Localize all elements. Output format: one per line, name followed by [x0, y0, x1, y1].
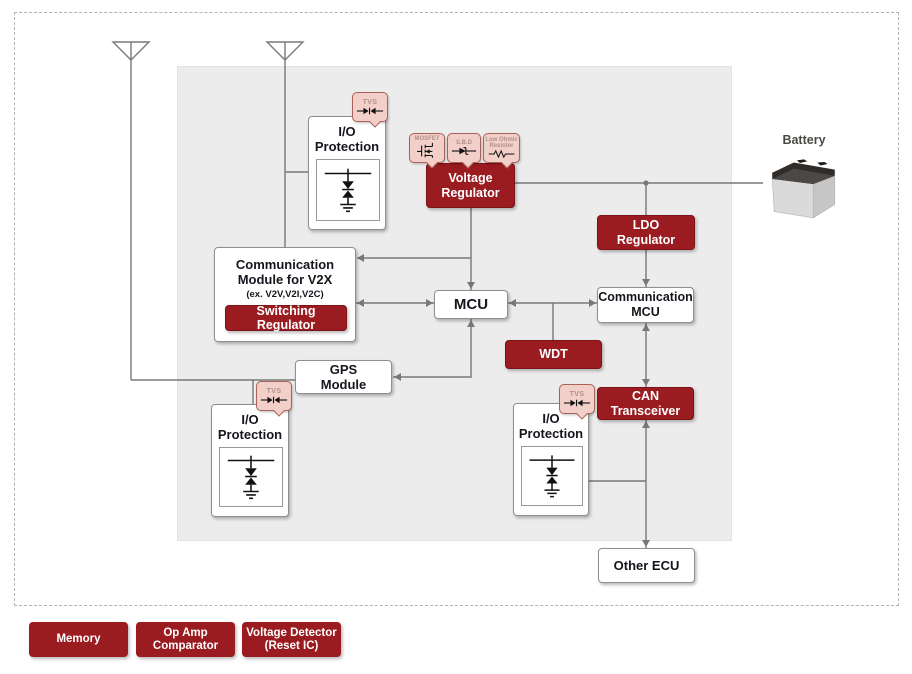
resistor-symbol-icon — [487, 149, 517, 159]
battery-label: Battery — [782, 133, 826, 147]
legend-voltage-detector-block — [242, 622, 341, 657]
communication-mcu-block — [597, 287, 694, 323]
sbd-callout — [447, 133, 481, 163]
io-protection-top-label: I/O Protection — [314, 124, 380, 154]
schottky-diode-symbol-icon — [450, 146, 478, 156]
switching-regulator-label: Switching Regulator — [256, 303, 316, 332]
io-protection-bottom-left-block — [211, 404, 289, 517]
mcu-label: MCU — [453, 296, 489, 313]
communication-module-v2x-block — [214, 247, 356, 342]
low-ohmic-resistor-callout-label: Low Ohmic Resistor — [485, 137, 518, 149]
wdt-label: WDT — [539, 347, 568, 362]
gps-module-block — [295, 360, 392, 394]
switching-regulator-block — [225, 305, 347, 331]
tvs-clamp-to-ground-schematic-icon — [219, 447, 283, 507]
can-transceiver-block — [597, 387, 694, 420]
other-ecu-block — [598, 548, 695, 583]
ldo-regulator-label: LDO Regulator — [616, 218, 676, 247]
tvs-clamp-to-ground-schematic-icon — [316, 159, 380, 221]
tvs-callout-top — [352, 92, 388, 122]
tvs-back-to-back-diode-icon — [260, 395, 288, 405]
legend-memory-block — [29, 622, 128, 657]
voltage-regulator-label: Voltage Regulator — [441, 171, 500, 200]
sbd-callout-label: S.B.D — [455, 140, 472, 146]
io-protection-bottom-left-label: I/O Protection — [217, 412, 283, 442]
gps-module-label: GPS Module — [320, 362, 367, 392]
legend-op-amp-comparator-block — [136, 622, 235, 657]
mcu-block — [434, 290, 508, 319]
tvs-clamp-to-ground-schematic-icon — [521, 446, 583, 506]
other-ecu-label: Other ECU — [613, 558, 680, 573]
io-protection-bottom-mid-block — [513, 403, 589, 516]
tvs-callout-bottom-mid — [559, 384, 595, 414]
low-ohmic-resistor-callout — [483, 133, 520, 163]
legend-op-amp-comparator-label: Op Amp Comparator — [152, 626, 219, 652]
io-protection-bottom-mid-label: I/O Protection — [518, 411, 584, 441]
legend-memory-label: Memory — [56, 633, 101, 645]
communication-mcu-label: Communication MCU — [598, 290, 693, 319]
tvs-callout-bottom-left — [256, 381, 292, 411]
tvs-callout-label: TVS — [266, 387, 282, 395]
tvs-callout-label: TVS — [362, 98, 378, 106]
ldo-regulator-block — [597, 215, 695, 250]
battery-icon — [762, 148, 844, 222]
voltage-regulator-block — [426, 163, 515, 208]
legend-voltage-detector-label: Voltage Detector (Reset IC) — [246, 626, 337, 652]
mosfet-symbol-icon — [415, 142, 439, 160]
can-transceiver-label: CAN Transceiver — [610, 389, 681, 418]
communication-module-v2x-subtitle: (ex. V2V,V2I,V2C) — [246, 289, 324, 300]
tvs-callout-label: TVS — [569, 390, 585, 398]
communication-module-v2x-title: Communication Module for V2X — [235, 257, 335, 287]
mosfet-callout — [409, 133, 445, 163]
wdt-block — [505, 340, 602, 369]
mosfet-callout-label: MOSFET — [414, 136, 440, 142]
io-protection-top-block — [308, 116, 386, 230]
tvs-back-to-back-diode-icon — [356, 106, 384, 116]
tvs-back-to-back-diode-icon — [563, 398, 591, 408]
